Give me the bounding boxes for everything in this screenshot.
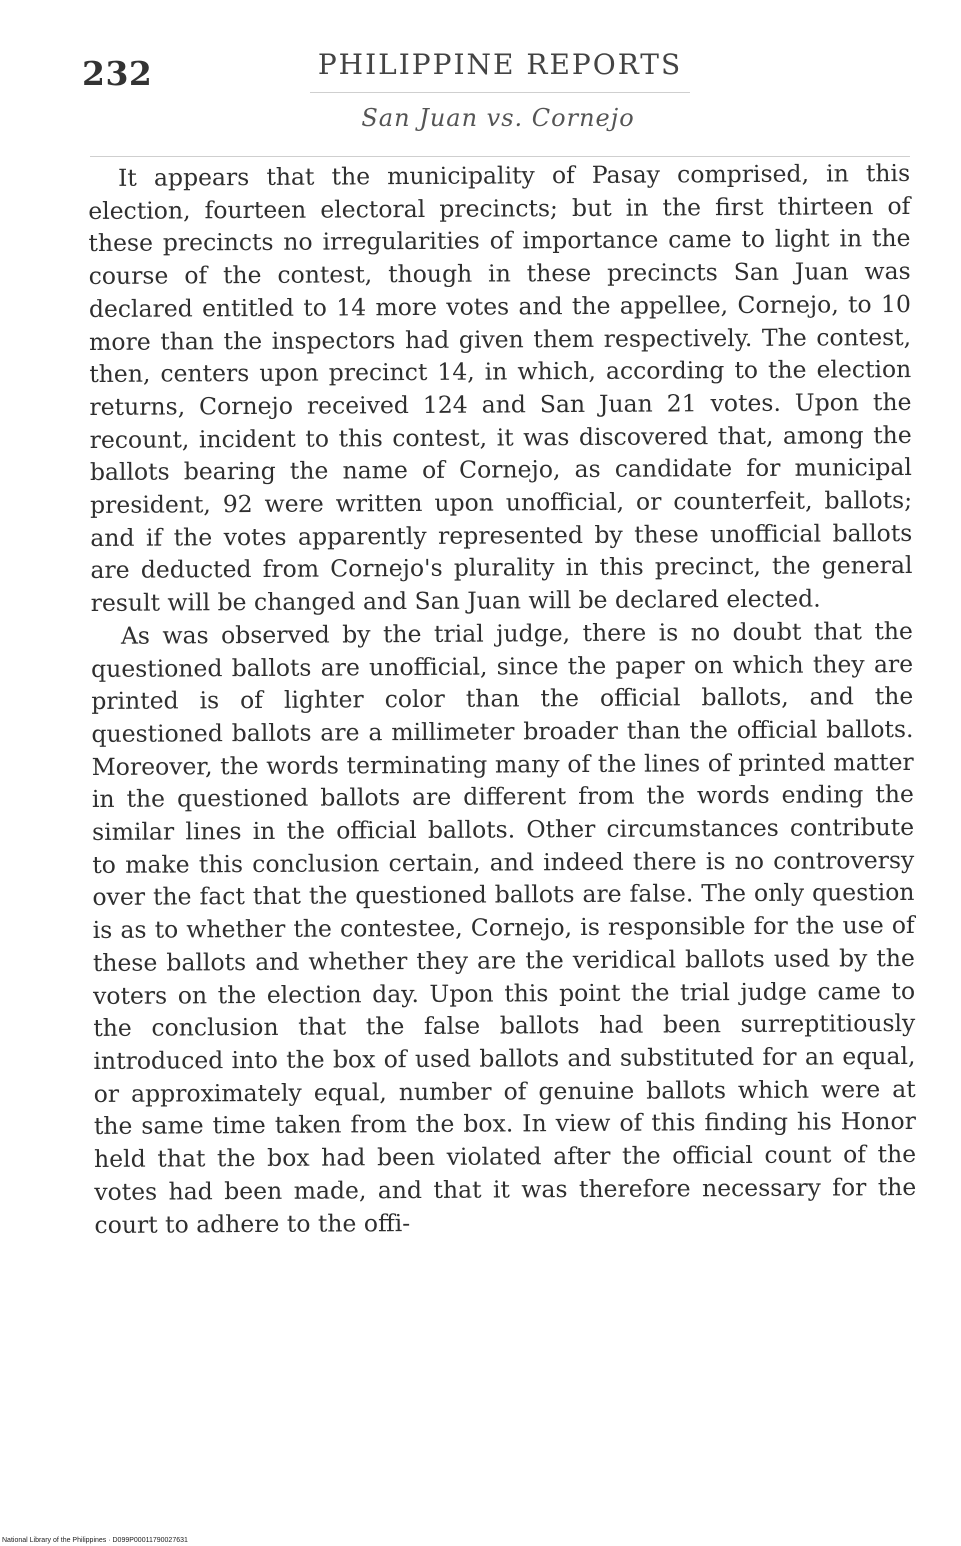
running-title: PHILIPPINE REPORTS (317, 48, 683, 81)
body-text (88, 157, 917, 1241)
page-number: 232 (82, 54, 153, 93)
paragraph-1: It appears that the municipality of Pasay comprised, in this election, fourteen electoral precincts; but in the first thirteen of these precincts no irregularities of importance came to light in the course of the contest, though in these precincts San Juan was declared entitled to 14 more votes and the appellee, Cornejo, to 10 more than the inspectors had given them respectively. The contest, then, centers upon precinct 14, in which, according to the election returns, Cornejo received 124 and San Juan 21 votes. Upon the recount, incident to this contest, it was discovered that, among the ballots bearing the name of Cornejo, as candidate for municipal president, 92 were written upon unofficial, or counterfeit, ballots; and if the votes apparently represented by these unofficial ballots are deducted from Cornejo's plurality in this precinct, the general result will be changed and San Juan will be declared elected. (88, 158, 913, 618)
scan-footer-note: National Library of the Philippines · D099P00011790027631 (2, 1537, 188, 1544)
paragraph-2: As was observed by the trial judge, there is no doubt that the questioned ballots are unofficial, since the paper on which they are printed is of lighter color than the official ballots, and the questioned ballots are a millimeter broader than the official ballots. Moreover, the words terminating many of the lines of printed matter in the questioned ballots are different from the words ending the similar lines in the official ballots. Other circumstances contribute to make this conclusion certain, and indeed there is no controversy over the fact that the questioned ballots are false. The only question is as to whether the contestee, Cornejo, is responsible for the use of these ballots and whether they are the veridical ballots used by the voters on the election day. Upon this point the trial judge came to the conclusion that the false ballots had been surreptitiously introduced into the box of used ballots and substituted for an equal, or approximately equal, number of genuine ballots which were at the same time taken from the box. In view of this finding his Honor held that the box had been violated after the official count of the votes had been made, and that it was therefore necessary for the court to adhere to the offi- (91, 616, 917, 1239)
case-title: San Juan vs. Cornejo (361, 104, 635, 132)
header-rule (310, 92, 690, 93)
